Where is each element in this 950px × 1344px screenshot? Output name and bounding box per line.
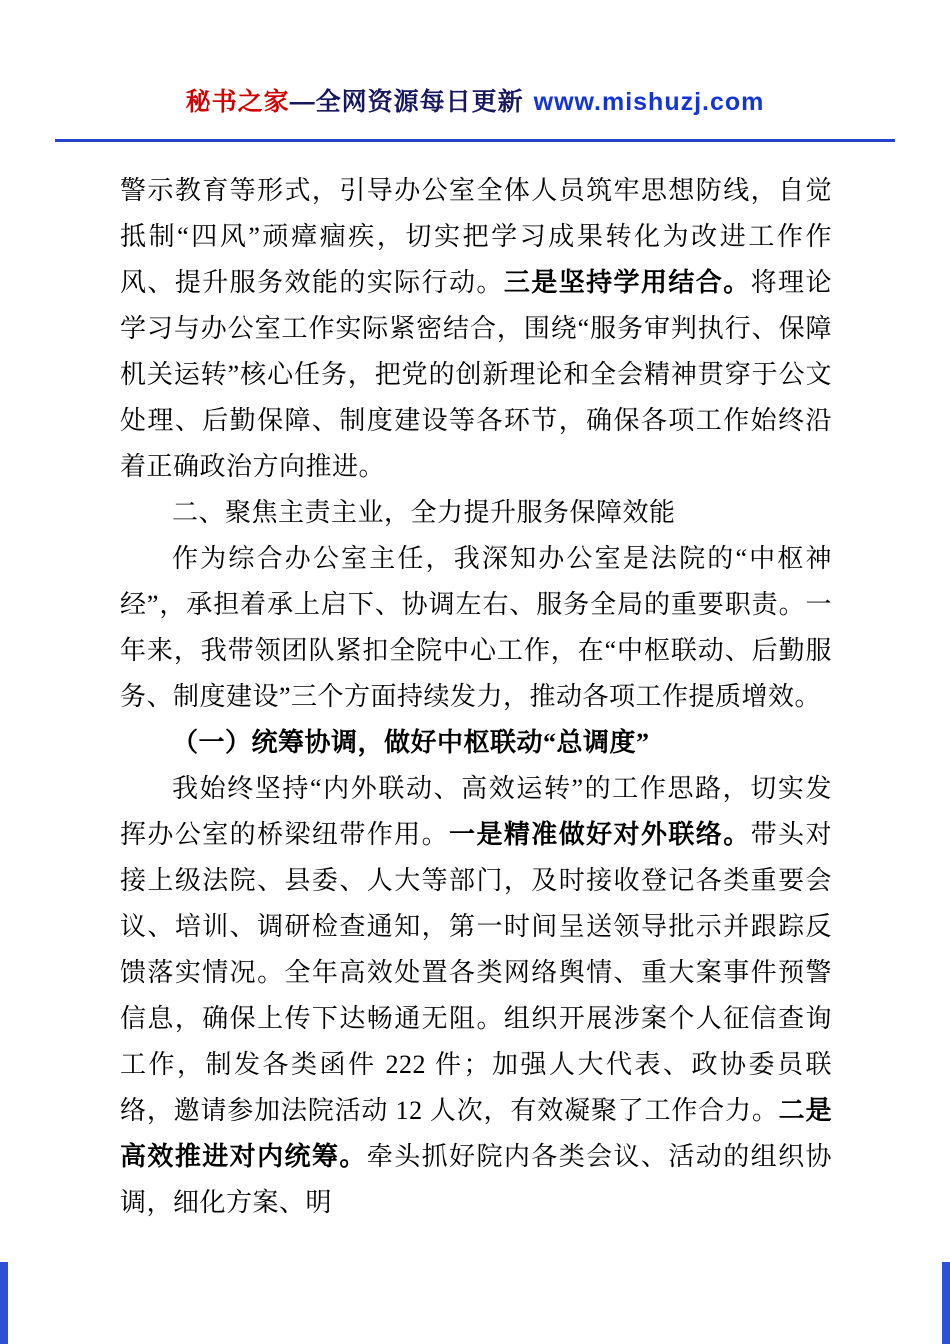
site-url[interactable]: www.mishuzj.com <box>533 88 765 116</box>
page-header <box>0 82 950 118</box>
emphasis-run: 一是精准做好对外联络。 <box>449 820 751 849</box>
header-divider <box>55 139 895 142</box>
emphasis-run: 三是坚持学用结合。 <box>503 268 751 297</box>
text-run: 我始终坚持“内外联动、高效运转”的工作思路，切实发挥办公室的桥梁纽带作用。 <box>120 774 832 849</box>
left-edge-decoration <box>0 1262 8 1344</box>
paragraph-continued <box>120 168 832 490</box>
paragraph <box>120 536 832 720</box>
emphasis-run: 二是高效推进对内统筹。 <box>120 1096 832 1171</box>
brand-tagline: —全网资源每日更新 <box>289 88 524 116</box>
paragraph <box>120 766 832 1226</box>
text-run: 警示教育等形式，引导办公室全体人员筑牢思想防线，自觉抵制“四风”顽瘴痼疾，切实把学习成果转化为改进工作作风、提升服务效能的实际行动。 <box>120 176 832 297</box>
text-run: 牵头抓好院内各类会议、活动的组织协调，细化方案、明 <box>120 1142 832 1217</box>
text-run: 二、聚焦主责主业，全力提升服务保障效能 <box>172 498 676 527</box>
subsection-heading <box>120 720 832 766</box>
right-edge-decoration <box>942 1262 950 1344</box>
section-heading <box>120 490 832 536</box>
text-run: 将理论学习与办公室工作实际紧密结合，围绕“服务审判执行、保障机关运转”核心任务，把党的创新理论和全会精神贯穿于公文处理、后勤保障、制度建设等各环节，确保各项工作始终沿着正确政治方向推进。 <box>120 268 832 481</box>
emphasis-run: （一）统筹协调，做好中枢联动“总调度” <box>172 728 650 757</box>
document-body <box>120 168 832 1226</box>
text-run: 带头对接上级法院、县委、人大等部门，及时接收登记各类重要会议、培训、调研检查通知，第一时间呈送领导批示并跟踪反馈落实情况。全年高效处置各类网络舆情、重大案事件预警信息，确保上传下达畅通无阻。组织开展涉案个人征信查询工作，制发各类函件 222 件；加强人大代表、政协委员联络，邀请参加法院活动 12 人次，有效凝聚了工作合力。 <box>120 820 832 1125</box>
text-run: 作为综合办公室主任，我深知办公室是法院的“中枢神经”，承担着承上启下、协调左右、服务全局的重要职责。一年来，我带领团队紧扣全院中心工作，在“中枢联动、后勤服务、制度建设”三个方面持续发力，推动各项工作提质增效。 <box>120 544 832 711</box>
brand-name: 秘书之家 <box>185 88 290 116</box>
